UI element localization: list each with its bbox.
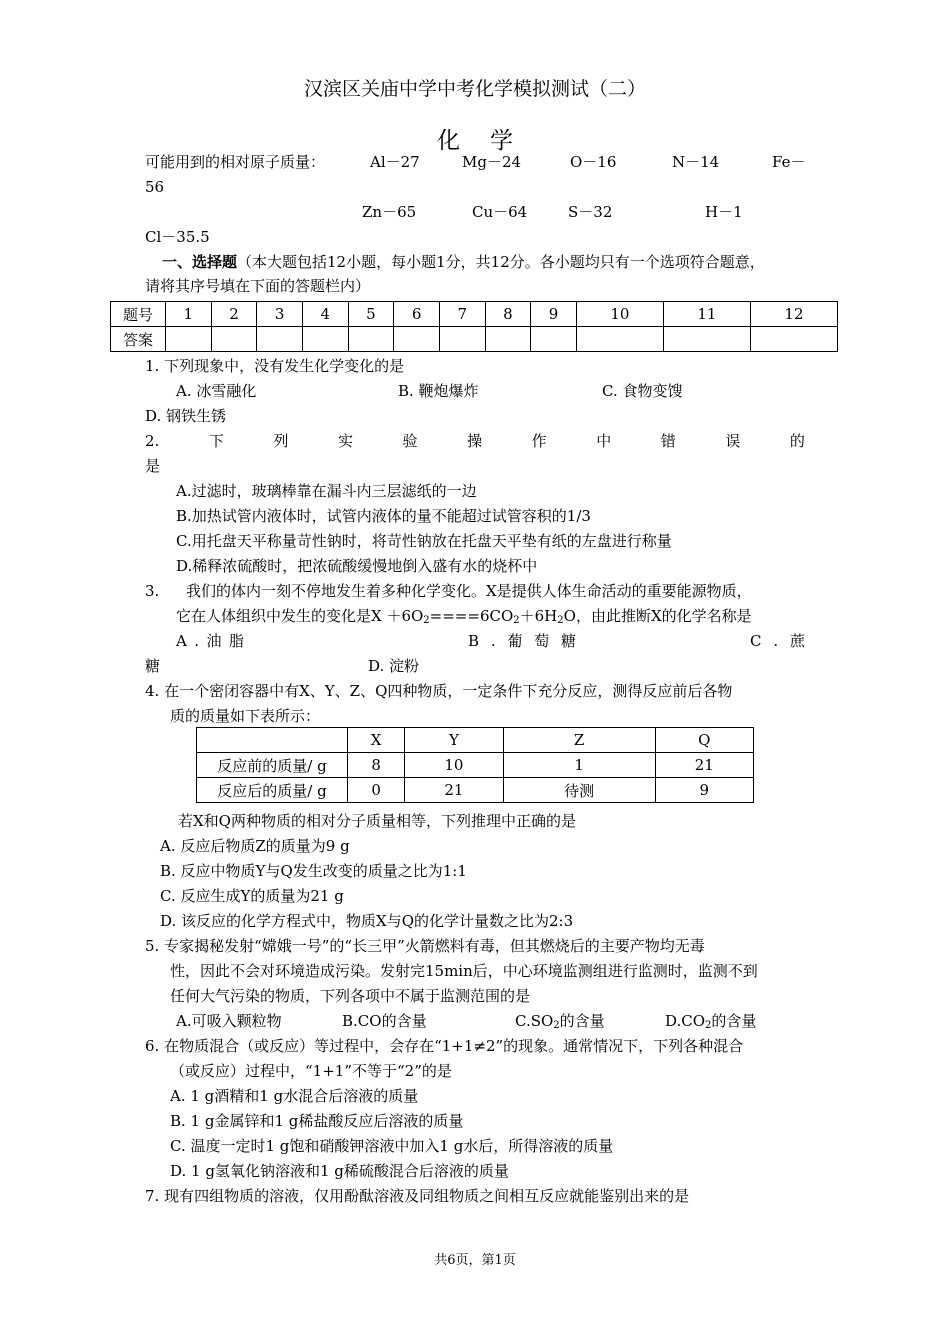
q2-option-c: C.用托盘天平称量苛性钠时，将苛性钠放在托盘天平垫有纸的左盘进行称量 bbox=[176, 532, 672, 550]
q2-word: 实 bbox=[337, 432, 353, 450]
q4-table-header: Y bbox=[405, 728, 503, 753]
q3-option-a-part: 脂 bbox=[228, 632, 244, 650]
q4-table-cell: 待测 bbox=[503, 778, 655, 803]
answer-cell[interactable] bbox=[394, 327, 440, 352]
q3-option-c-end: 糖 bbox=[145, 657, 161, 675]
q6-option-c: C. 温度一定时1 g饱和硝酸钾溶液中加入1 g水后，所得溶液的质量 bbox=[170, 1137, 614, 1155]
q3-option-a bbox=[176, 631, 244, 651]
answer-table bbox=[110, 301, 838, 352]
q1-option-b: B. 鞭炮爆炸 bbox=[398, 382, 479, 400]
q2-word: 验 bbox=[402, 432, 418, 450]
q3-option-b-part: 葡 bbox=[507, 632, 523, 650]
q5-option-a: A.可吸入颗粒物 bbox=[176, 1012, 282, 1030]
q3-option-b bbox=[468, 631, 576, 651]
q2-word: 2. bbox=[145, 432, 160, 450]
q7-stem: 7. 现有四组物质的溶液，仅用酚酞溶液及同组物质之间相互反应就能鉴别出来的是 bbox=[145, 1187, 690, 1205]
q3-subscript: 2 bbox=[513, 615, 520, 626]
q4-option-d: D. 该反应的化学方程式中，物质X与Q的化学计量数之比为2:3 bbox=[160, 912, 574, 930]
q4-table-header-row bbox=[197, 728, 754, 753]
q4-table-cell: 10 bbox=[405, 753, 503, 778]
q2-word: 错 bbox=[660, 432, 676, 450]
q4-table-cell: 21 bbox=[655, 753, 753, 778]
q3-text: O，由此推断X的化学名称是 bbox=[563, 607, 752, 625]
q5-option-d bbox=[665, 1011, 756, 1031]
q6-option-a: A. 1 g酒精和1 g水混合后溶液的质量 bbox=[170, 1087, 419, 1105]
q3-text: 它在人体组织中发生的变化是X ＋6O bbox=[176, 607, 424, 625]
atomic-mass-mg: Mg－24 bbox=[462, 153, 522, 171]
answer-table-number-row bbox=[111, 302, 838, 327]
q5-option-c-subscript: 2 bbox=[553, 1020, 560, 1031]
q5-line-2: 性，因此不会对环境造成污染。发射完15min后，中心环境监测组进行监测时，监测不到 bbox=[170, 962, 758, 980]
atomic-mass-s: S－32 bbox=[568, 203, 613, 221]
q5-option-d-text: D.CO bbox=[665, 1012, 706, 1030]
q3-option-c-part: C bbox=[750, 632, 762, 650]
answer-number: 12 bbox=[750, 302, 837, 327]
q2-stem bbox=[145, 431, 805, 451]
q4-table-row bbox=[197, 778, 754, 803]
q4-option-a: A. 反应后物质Z的质量为9 g bbox=[160, 837, 350, 855]
answer-number: 4 bbox=[302, 302, 348, 327]
q6-line-2: （或反应）过程中，“1+1”不等于“2”的是 bbox=[170, 1062, 452, 1080]
q4-table-cell: 0 bbox=[348, 778, 405, 803]
section-1-desc: （本大题包括12小题，每小题1分，共12分。各小题均只有一个选项符合题意， bbox=[237, 253, 765, 271]
q1-option-a: A. 冰雪融化 bbox=[176, 382, 257, 400]
q3-text: ====6CO bbox=[429, 607, 514, 625]
q4-condition: 若X和Q两种物质的相对分子质量相等，下列推理中正确的是 bbox=[178, 812, 576, 830]
section-1-heading bbox=[162, 252, 765, 272]
q3-option-d: D. 淀粉 bbox=[368, 657, 420, 675]
q3-option-a-part: 油 bbox=[206, 632, 222, 650]
exam-title: 汉滨区关庙中学中考化学模拟测试（二） bbox=[303, 78, 646, 100]
q3-option-c-part: 蔗 bbox=[789, 632, 805, 650]
q5-option-b: B.CO的含量 bbox=[342, 1012, 427, 1030]
answer-cell[interactable] bbox=[663, 327, 750, 352]
q2-option-a: A.过滤时，玻璃棒靠在漏斗内三层滤纸的一边 bbox=[176, 482, 477, 500]
answer-number: 2 bbox=[211, 302, 257, 327]
atomic-mass-cu: Cu－64 bbox=[472, 203, 528, 221]
q4-option-b: B. 反应中物质Y与Q发生改变的质量之比为1:1 bbox=[160, 862, 467, 880]
q5-line-3: 任何大气污染的物质，下列各项中不属于监测范围的是 bbox=[170, 987, 531, 1005]
q4-table-row-label: 反应后的质量/ g bbox=[197, 778, 348, 803]
q3-subscript: 2 bbox=[557, 615, 564, 626]
answer-number: 10 bbox=[576, 302, 663, 327]
q4-table-cell: 9 bbox=[655, 778, 753, 803]
q2-word: 列 bbox=[273, 432, 289, 450]
answer-number: 5 bbox=[348, 302, 394, 327]
answer-cell[interactable] bbox=[576, 327, 663, 352]
atomic-mass-label: 可能用到的相对原子质量： bbox=[145, 153, 326, 171]
q3-option-c bbox=[750, 631, 805, 651]
answer-table-answer-row bbox=[111, 327, 838, 352]
answer-cell[interactable] bbox=[302, 327, 348, 352]
answer-number: 7 bbox=[439, 302, 485, 327]
answer-cell[interactable] bbox=[211, 327, 257, 352]
atomic-mass-cl: Cl－35.5 bbox=[145, 228, 210, 246]
answer-table-answer-header: 答案 bbox=[111, 327, 166, 352]
q6-option-b: B. 1 g金属锌和1 g稀盐酸反应后溶液的质量 bbox=[170, 1112, 464, 1130]
q2-word: 下 bbox=[208, 432, 224, 450]
q3-text: ＋6H bbox=[519, 607, 558, 625]
answer-number: 9 bbox=[531, 302, 577, 327]
answer-cell[interactable] bbox=[166, 327, 212, 352]
q5-option-d-text: 的含量 bbox=[711, 1012, 757, 1030]
atomic-mass-fe-value: 56 bbox=[145, 178, 165, 196]
answer-table-number-header: 题号 bbox=[111, 302, 166, 327]
q2-option-b: B.加热试管内液体时，试管内液体的量不能超过试管容积的1/3 bbox=[176, 507, 591, 525]
answer-cell[interactable] bbox=[531, 327, 577, 352]
q6-line-1: 6. 在物质混合（或反应）等过程中，会存在“1+1≠2”的现象。通常情况下，下列各种混合 bbox=[145, 1037, 744, 1055]
q4-table-header: Z bbox=[503, 728, 655, 753]
q4-table-cell: 1 bbox=[503, 753, 655, 778]
answer-number: 8 bbox=[485, 302, 531, 327]
q1-option-c: C. 食物变馊 bbox=[602, 382, 683, 400]
q3-subscript: 2 bbox=[423, 615, 430, 626]
q2-word: 操 bbox=[467, 432, 483, 450]
atomic-mass-fe: Fe－ bbox=[772, 153, 806, 171]
q4-option-c: C. 反应生成Y的质量为21 g bbox=[160, 887, 344, 905]
q2-word: 的 bbox=[789, 432, 805, 450]
q6-option-d: D. 1 g氢氧化钠溶液和1 g稀硫酸混合后溶液的质量 bbox=[170, 1162, 509, 1180]
answer-number: 1 bbox=[166, 302, 212, 327]
answer-number: 11 bbox=[663, 302, 750, 327]
q5-line-1: 5. 专家揭秘发射“嫦娥一号”的“长三甲”火箭燃料有毒，但其燃烧后的主要产物均无毒 bbox=[145, 937, 705, 955]
q5-option-c bbox=[515, 1011, 605, 1031]
q3-line-2 bbox=[176, 606, 752, 626]
q4-table-header: Q bbox=[655, 728, 753, 753]
answer-cell[interactable] bbox=[750, 327, 837, 352]
atomic-mass-n: N－14 bbox=[672, 153, 720, 171]
q4-table-cell: 8 bbox=[348, 753, 405, 778]
q2-word: 中 bbox=[596, 432, 612, 450]
q3-number: 3. bbox=[145, 582, 160, 600]
q3-option-b-part: B bbox=[468, 632, 480, 650]
atomic-mass-zn: Zn－65 bbox=[362, 203, 417, 221]
atomic-mass-o: O－16 bbox=[570, 153, 617, 171]
answer-cell[interactable] bbox=[257, 327, 303, 352]
q3-line-1: 我们的体内一刻不停地发生着多种化学变化。X是提供人体生命活动的重要能源物质， bbox=[186, 582, 752, 600]
subject-title: 化学 bbox=[437, 128, 543, 154]
q2-stem-end: 是 bbox=[145, 457, 161, 475]
q3-option-a-part: . bbox=[194, 632, 200, 650]
q4-line-2: 质的质量如下表所示： bbox=[170, 707, 321, 725]
q3-option-c-part: . bbox=[773, 632, 779, 650]
q4-table-header: X bbox=[348, 728, 405, 753]
q5-option-c-text: 的含量 bbox=[559, 1012, 605, 1030]
q3-option-a-part: A bbox=[176, 632, 187, 650]
q4-table-row bbox=[197, 753, 754, 778]
q1-stem: 1. 下列现象中，没有发生化学变化的是 bbox=[145, 357, 405, 375]
q4-line-1: 4. 在一个密闭容器中有X、Y、Z、Q四种物质，一定条件下充分反应，测得反应前后各物 bbox=[145, 682, 733, 700]
q4-mass-table bbox=[196, 727, 754, 803]
q2-word: 作 bbox=[531, 432, 547, 450]
answer-cell[interactable] bbox=[485, 327, 531, 352]
q3-option-b-part: 萄 bbox=[534, 632, 550, 650]
page-footer: 共6页，第1页 bbox=[434, 1253, 516, 1268]
answer-number: 3 bbox=[257, 302, 303, 327]
q4-table-row-label: 反应前的质量/ g bbox=[197, 753, 348, 778]
atomic-mass-al: Al－27 bbox=[370, 153, 420, 171]
q2-word: 误 bbox=[725, 432, 741, 450]
answer-cell[interactable] bbox=[439, 327, 485, 352]
section-1-title: 一、选择题 bbox=[162, 253, 238, 271]
q4-table-corner bbox=[197, 728, 348, 753]
q3-option-b-part: 糖 bbox=[560, 632, 576, 650]
q2-option-d: D.稀释浓硫酸时，把浓硫酸缓慢地倒入盛有水的烧杯中 bbox=[176, 557, 538, 575]
q4-table-cell: 21 bbox=[405, 778, 503, 803]
q5-option-d-subscript: 2 bbox=[705, 1020, 712, 1031]
q1-option-d: D. 钢铁生锈 bbox=[145, 407, 227, 425]
atomic-mass-h: H－1 bbox=[705, 203, 743, 221]
section-1-desc-2: 请将其序号填在下面的答题栏内） bbox=[145, 277, 371, 295]
answer-number: 6 bbox=[394, 302, 440, 327]
answer-cell[interactable] bbox=[348, 327, 394, 352]
q3-option-b-part: . bbox=[490, 632, 496, 650]
q5-option-c-text: C.SO bbox=[515, 1012, 554, 1030]
